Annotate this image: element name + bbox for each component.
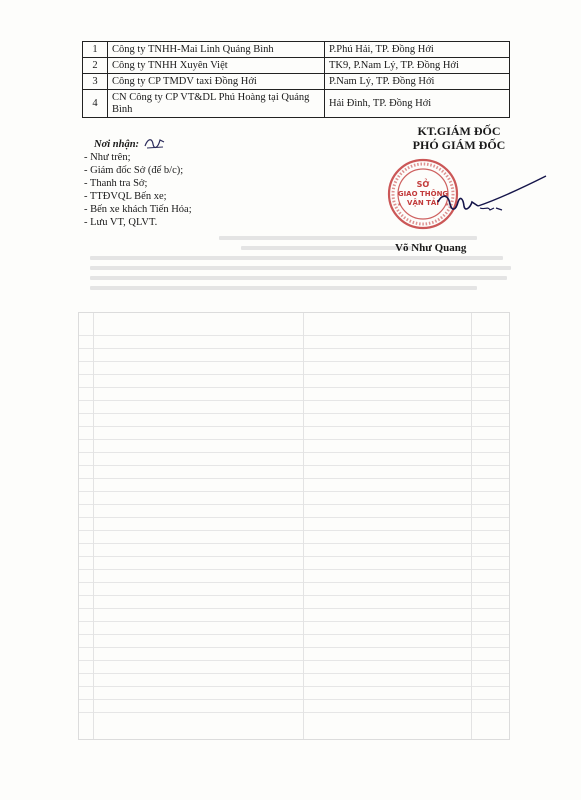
row-number: 4	[83, 90, 108, 118]
handwritten-signature	[430, 172, 550, 232]
table-row	[83, 58, 510, 74]
recipient-item: - Bến xe khách Tiến Hóa;	[84, 204, 192, 215]
signer-name: Võ Như Quang	[395, 242, 467, 254]
company-address: TK9, P.Nam Lý, TP. Đồng Hới	[325, 58, 510, 74]
company-name: Công ty TNHH-Mai Linh Quảng Bình	[108, 42, 325, 58]
company-address: P.Phú Hải, TP. Đồng Hới	[325, 42, 510, 58]
recipients-block	[84, 138, 192, 229]
recipient-item: - Thanh tra Sở;	[84, 178, 148, 189]
company-address: Hải Đình, TP. Đồng Hới	[325, 90, 510, 118]
company-table	[82, 41, 510, 118]
svg-text:★: ★	[397, 202, 402, 208]
row-number: 3	[83, 74, 108, 90]
company-name: Công ty CP TMDV taxi Đồng Hới	[108, 74, 325, 90]
stamp-line3: VẬN TẢI	[407, 199, 439, 207]
svg-text:★: ★	[445, 202, 450, 208]
initials-scribble	[144, 136, 166, 150]
table-row	[83, 74, 510, 90]
stamp-line2: GIAO THÔNG	[397, 190, 449, 198]
signer-title-line2: PHÓ GIÁM ĐỐC	[412, 138, 506, 152]
company-address: P.Nam Lý, TP. Đồng Hới	[325, 74, 510, 90]
recipient-item: - Giám đốc Sở (để b/c);	[84, 165, 184, 176]
company-name: Công ty TNHH Xuyên Việt	[108, 58, 325, 74]
row-number: 1	[83, 42, 108, 58]
signer-title	[374, 124, 544, 152]
table-row	[83, 42, 510, 58]
recipient-item: - TTĐVQL Bến xe;	[84, 191, 167, 202]
recipient-item: - Lưu VT, QLVT.	[84, 217, 158, 228]
stamp-line1: SỞ	[416, 180, 430, 189]
company-name: CN Công ty CP VT&DL Phú Hoàng tại Quảng Bình	[108, 90, 325, 118]
recipients-header: Nơi nhận:	[94, 139, 140, 150]
recipient-item: - Như trên;	[84, 152, 131, 163]
table-row	[83, 90, 510, 118]
row-number: 2	[83, 58, 108, 74]
signer-title-line1: KT.GIÁM ĐỐC	[417, 124, 501, 138]
bleed-through-table	[78, 312, 510, 740]
